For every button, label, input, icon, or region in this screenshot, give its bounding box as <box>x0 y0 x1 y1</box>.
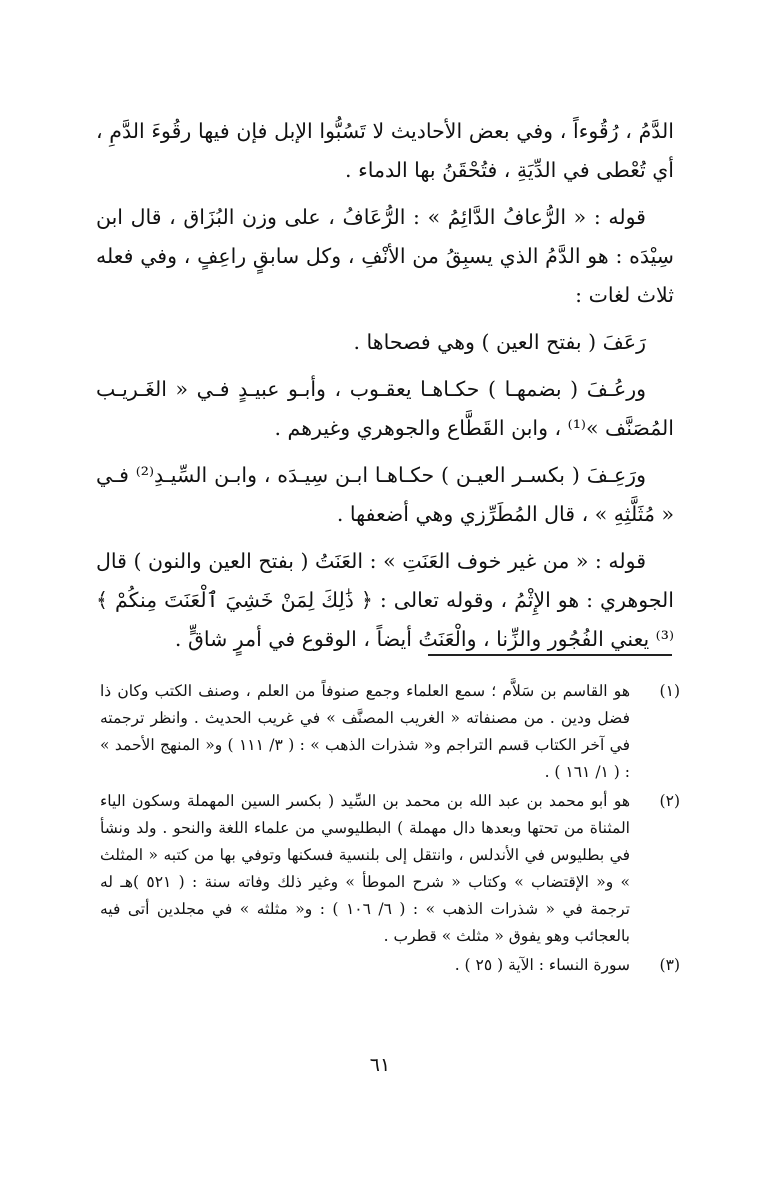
paragraph-5: ورَعِـفَ ( بكسـر العيـن ) حكـاهـا ابـن سِيـدَه ، وابـن السِّيـدِ⁽²⁾ فـي « مُثَلَّثِهِ » ، قال المُطَرِّزي وهي أضعفها . <box>96 463 674 526</box>
footnote-number: (١) <box>659 682 680 700</box>
footnote-number: (٢) <box>659 792 680 810</box>
footnote-text: سورة النساء : الآية ( ٢٥ ) . <box>454 956 630 974</box>
footnote-text: هو أبو محمد بن عبد الله بن محمد بن السِّيد ( بكسر السين المهملة وسكون الياء المثناة من تحتها وبعدها دال مهملة ) البطليوسي من علماء اللغة والنحو . ولد ونشأ في بطليوس في الأندلس ، وانتقل إلى بلنسية فسكنها وتوفي بها من كتبه « المثلث » و« الإقتضاب » وكتاب « شرح الموطأ » وغير ذلك وفاته سنة : ( ٥٢١ )هـ له ترجمة في « شذرات الذهب » : ( ٦/ ١٠٦ ) : و« مثلثه » في مجلدين أتى فيه بالعجائب وهو يفوق « مثلث » قطرب . <box>100 792 630 945</box>
paragraph-1: الدَّمُ ، رُقُوءاً ، وفي بعض الأحاديث لا تَسُبُّوا الإبل فإن فيها رقُوءَ الدَّمِ ، أي تُعْطى في الدِّيَةِ ، فتُحْقَنُ بها الدماء . <box>96 119 674 182</box>
footnotes <box>100 678 680 981</box>
page-number: ٦١ <box>369 1054 391 1076</box>
main-text <box>96 112 674 667</box>
paragraph-4: ورعُـفَ ( بضمهـا ) حكـاهـا يعقـوب ، وأبـو عبيـدٍ فـي « الغَـريـب المُصَنَّف »⁽¹⁾ ، وابن القَطَّاع والجوهري وغيرهم . <box>96 377 674 440</box>
footnote-number: (٣) <box>659 956 680 974</box>
footnote-2 <box>100 788 680 950</box>
footnote-text: هو القاسم بن سَلاَّم ؛ سمع العلماء وجمع صنوفاً من العلم ، وصنف الكتب وكان ذا فضل ودين . من مصنفاته « الغريب المصنَّف » في غريب الحديث . وانظر ترجمته في آخر الكتاب قسم التراجم و« شذرات الذهب » : ( ٣/ ١١١ ) و« المنهج الأحمد » : ( ١/ ١٦١ ) . <box>100 682 630 781</box>
footnote-3 <box>100 952 680 979</box>
footnote-divider <box>428 654 672 656</box>
paragraph-3: رَعَفَ ( بفتح العين ) وهي فصحاها . <box>353 330 646 354</box>
paragraph-2: قوله : « الرُّعافُ الدَّائِمُ » : الرُّعَافُ ، على وزن البُزَاق ، قال ابن سِيْدَه : هو الدَّمُ الذي يسبِقُ من الأنْفِ ، وكل سابقٍ راعِفٍ ، وفي فعله ثلاث لغات : <box>96 205 674 307</box>
footnote-1 <box>100 678 680 786</box>
paragraph-6: قوله : « من غير خوف العَنَتِ » : العَنَتُ ( بفتح العين والنون ) قال الجوهري : هو الإِثْمُ ، وقوله تعالى : ﴿ ذَٰلِكَ لِمَنْ خَشِيَ ٱلْعَنَتَ مِنكُمْ ﴾⁽³⁾ يعني الفُجُور والزِّنا ، والْعَنَتُ أيضاً ، الوقوع في أمرٍ شاقٍّ . <box>96 549 674 651</box>
